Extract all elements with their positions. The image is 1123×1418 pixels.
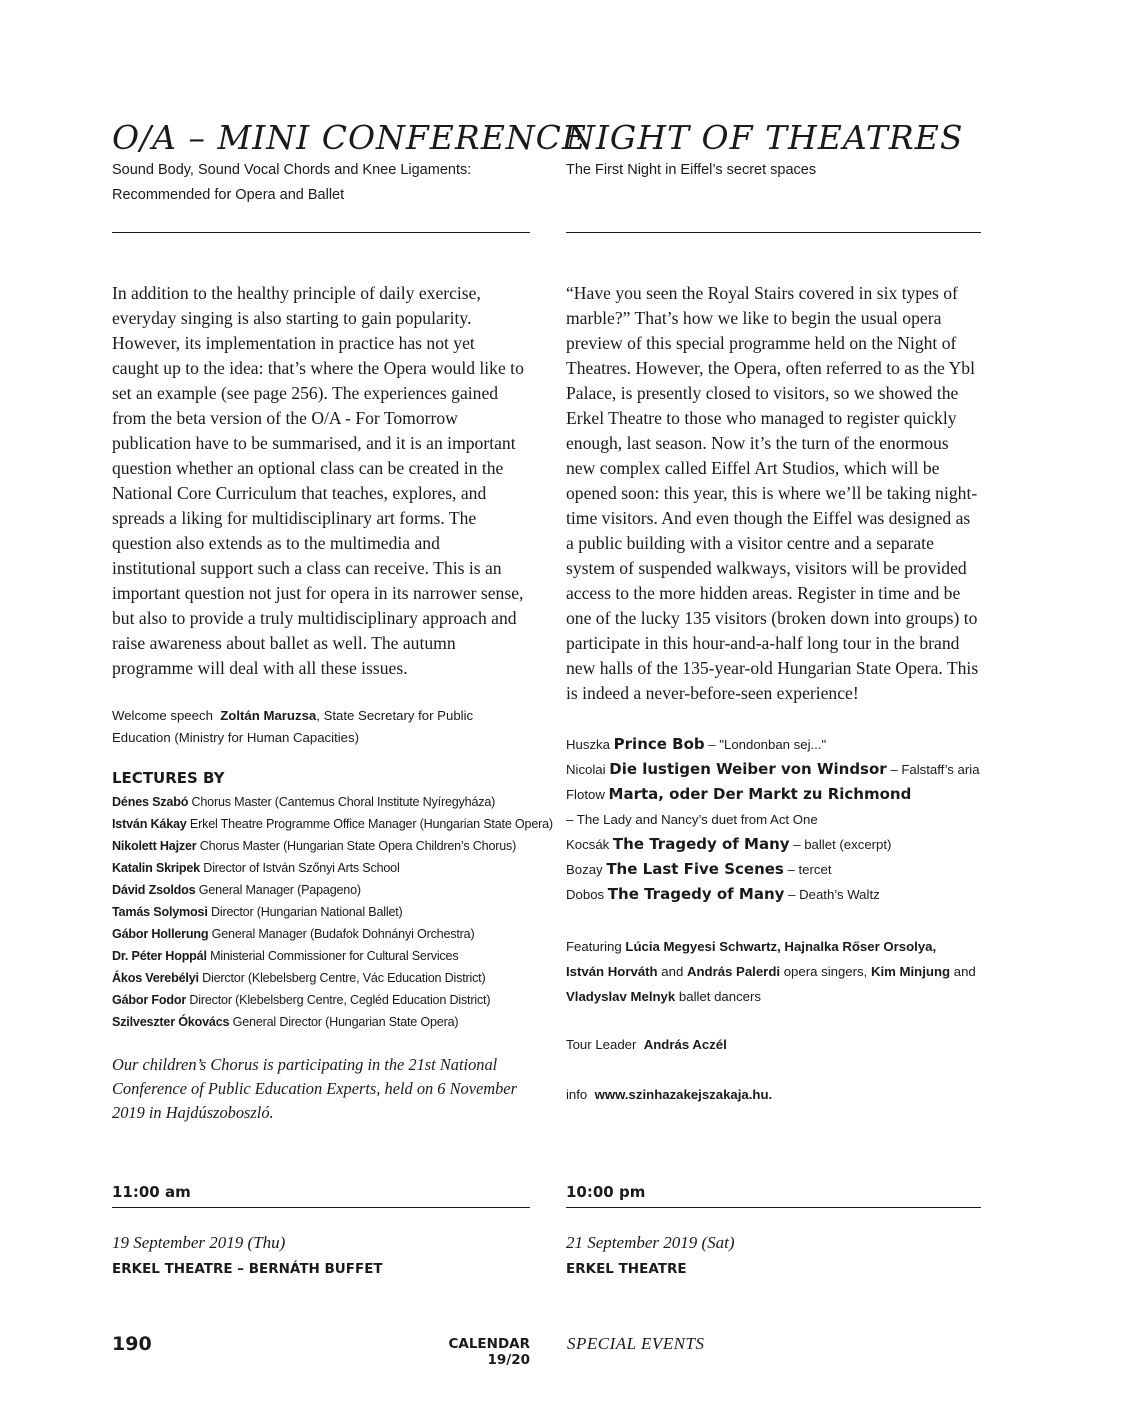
tour-leader-label: Tour Leader xyxy=(566,1037,637,1052)
program-work: Die lustigen Weiber von Windsor xyxy=(609,760,887,778)
info-line xyxy=(566,1084,772,1106)
right-event-time: 10:00 pm xyxy=(566,1183,646,1201)
lecturer-name: István Kákay xyxy=(112,817,187,831)
right-event-title: NIGHT OF THEATRES xyxy=(566,118,964,157)
lecturer-name: Tamás Solymosi xyxy=(112,905,208,919)
lecturer-name: Szilveszter Ókovács xyxy=(112,1015,230,1029)
left-event-subtitle: Sound Body, Sound Vocal Chords and Knee Ligaments: Recommended for Opera and Ballet xyxy=(112,162,472,203)
tour-leader-name: András Aczél xyxy=(643,1037,727,1052)
featuring-credits xyxy=(566,934,981,1009)
featuring-dancer-1: Kim Minjung xyxy=(870,964,951,979)
lecturer-role: Director of István Szőnyi Arts School xyxy=(200,861,400,875)
lecturer-name: Katalin Skripek xyxy=(112,861,200,875)
left-event-venue: ERKEL THEATRE – BERNÁTH BUFFET xyxy=(112,1261,383,1277)
lecturer-item xyxy=(112,1011,553,1033)
lecturer-role: Dierctor (Klebelsberg Centre, Vác Education District) xyxy=(198,971,486,985)
lecturer-role: Ministerial Commissioner for Cultural Services xyxy=(206,949,459,963)
program-composer: Flotow xyxy=(566,787,605,802)
program-detail: – The Lady and Nancy’s duet from Act One xyxy=(566,812,818,827)
program-item xyxy=(566,857,980,882)
program-item xyxy=(566,757,980,782)
featuring-dancer-2: Vladyslav Melnyk xyxy=(566,989,676,1004)
right-body-text: “Have you seen the Royal Stairs covered in six types of marble?” That’s how we like to begin the usual opera preview of this special programme held on the Night of Theatres. However, the Opera, often referred to as the Ybl Palace, is presently closed to visitors, so we showed the Erkel Theatre to those who managed to register quickly enough, last season. Now it’s the turn of the enormous new complex called Eiffel Art Studios, which will be opened soon: this year, this is where we’ll be taking night-time visitors. And even though the Eiffel was designed as a public building with a visitor centre and a separate system of suspended walkways, visitors will be provided access to the more hidden areas. Register in time and be one of the lucky 135 visitors (broken down into groups) to participate in this hour-and-a-half long tour in the brand new halls of the 135-year-old Hungarian State Opera. This is indeed a never-before-seen experience! xyxy=(566,283,979,703)
right-event-date: 21 September 2019 (Sat) xyxy=(566,1233,735,1252)
left-event-time: 11:00 am xyxy=(112,1183,191,1201)
program-item xyxy=(566,732,980,757)
program-work: The Last Five Scenes xyxy=(606,860,784,878)
program-detail: – Falstaff’s aria xyxy=(886,762,980,777)
program-composer: Nicolai xyxy=(566,762,606,777)
lecturer-item xyxy=(112,835,553,857)
chorus-note: Our children’s Chorus is participating in the 21st National Conference of Public Education Experts, held on 6 November 2019 in Hajdúszoboszló. xyxy=(112,1055,517,1122)
lectures-heading: LECTURES BY xyxy=(112,769,225,787)
program-composer: Dobos xyxy=(566,887,605,902)
program-item xyxy=(566,782,980,807)
left-event-date: 19 September 2019 (Thu) xyxy=(112,1233,286,1252)
info-link[interactable]: www.szinhazakejszakaja.hu. xyxy=(594,1087,773,1102)
lecturer-name: Nikolett Hajzer xyxy=(112,839,197,853)
welcome-label: Welcome speech xyxy=(112,708,213,723)
lecturer-name: Dávid Zsoldos xyxy=(112,883,196,897)
program-composer: Kocsák xyxy=(566,837,610,852)
lecturer-name: Gábor Hollerung xyxy=(112,927,209,941)
welcome-speech xyxy=(112,705,530,749)
program-detail: – "Londonban sej..." xyxy=(704,737,827,752)
lecturer-item xyxy=(112,945,553,967)
right-title-divider xyxy=(566,232,981,233)
featuring-and-text: and xyxy=(657,964,687,979)
featuring-role-singers: opera singers, xyxy=(780,964,871,979)
program-detail: – Death’s Waltz xyxy=(784,887,880,902)
lecturer-role: Erkel Theatre Programme Office Manager (Hungarian State Opera) xyxy=(186,817,553,831)
lecturer-role: Chorus Master (Cantemus Choral Institute Nyíregyháza) xyxy=(188,795,496,809)
lecturer-list xyxy=(112,791,553,1033)
lecturer-name: Ákos Verebélyi xyxy=(112,971,199,985)
program-work: The Tragedy of Many xyxy=(607,885,785,903)
program-detail: – tercet xyxy=(783,862,832,877)
lecturer-item xyxy=(112,813,553,835)
lecturer-role: Director (Klebelsberg Centre, Cegléd Education District) xyxy=(186,993,491,1007)
featuring-singer-4: András Palerdi xyxy=(686,964,781,979)
lecturer-item xyxy=(112,901,553,923)
lecturer-item xyxy=(112,923,553,945)
right-event-venue: ERKEL THEATRE xyxy=(566,1261,687,1277)
footer-section-label: SPECIAL EVENTS xyxy=(567,1334,705,1353)
page-number: 190 xyxy=(112,1333,152,1355)
footer-calendar-label: CALENDAR 19/20 xyxy=(448,1336,530,1368)
lecturer-name: Gábor Fodor xyxy=(112,993,187,1007)
right-time-divider xyxy=(566,1207,981,1208)
program-item xyxy=(566,882,980,907)
lecturer-item xyxy=(112,879,553,901)
program-composer: Huszka xyxy=(566,737,610,752)
program-composer: Bozay xyxy=(566,862,603,877)
welcome-speaker-name: Zoltán Maruzsa xyxy=(220,708,317,723)
program-item xyxy=(566,832,980,857)
welcome-speaker-role: , State Secretary for Public Education (Ministry for Human Capacities) xyxy=(112,708,474,745)
program-list xyxy=(566,732,980,907)
lecturer-role: General Director (Hungarian State Opera) xyxy=(229,1015,459,1029)
lecturer-item xyxy=(112,967,553,989)
lecturer-item xyxy=(112,857,553,879)
program-detail: – ballet (excerpt) xyxy=(789,837,892,852)
featuring-singers-1: Lúcia Megyesi Schwartz, Hajnalka Rőser Orsolya, xyxy=(625,939,937,954)
lecturer-role: Chorus Master (Hungarian State Opera Children’s Chorus) xyxy=(196,839,517,853)
tour-leader xyxy=(566,1034,727,1056)
lecturer-role: General Manager (Papageno) xyxy=(195,883,361,897)
featuring-label: Featuring xyxy=(566,939,622,954)
info-label: info xyxy=(566,1087,588,1102)
right-event-subtitle: The First Night in Eiffel’s secret spaces xyxy=(566,162,817,178)
lecturer-item xyxy=(112,791,553,813)
featuring-role-dancers: ballet dancers xyxy=(675,989,762,1004)
left-time-divider xyxy=(112,1207,530,1208)
lecturer-item xyxy=(112,989,553,1011)
lecturer-role: General Manager (Budafok Dohnányi Orchestra) xyxy=(208,927,475,941)
left-event-title: O/A – MINI CONFERENCE xyxy=(112,118,588,157)
program-work: The Tragedy of Many xyxy=(612,835,790,853)
featuring-and-text: and xyxy=(950,964,976,979)
program-work: Marta, oder Der Markt zu Richmond xyxy=(608,785,912,803)
lecturer-name: Dénes Szabó xyxy=(112,795,189,809)
lecturer-name: Dr. Péter Hoppál xyxy=(112,949,207,963)
featuring-singer-3: István Horváth xyxy=(566,964,658,979)
left-body-text: In addition to the healthy principle of daily exercise, everyday singing is also starting to gain popularity. However, its implementation in practice has not yet caught up to the idea: that’s where the Opera would like to set an example (see page 256). The experiences gained from the beta version of the O/A - For Tomorrow publication have to be summarised, and it is an important question whether an optional class can be created in the National Core Curriculum that teaches, explores, and spreads a liking for multidisciplinary art forms. The question also extends as to the multimedia and institutional support such a class can receive. This is an important question not just for opera in its narrower sense, but also to provide a truly multidisciplinary approach and raise awareness about ballet as well. The autumn programme will deal with all these issues. xyxy=(112,283,524,678)
program-item xyxy=(566,807,980,832)
lecturer-role: Director (Hungarian National Ballet) xyxy=(207,905,403,919)
left-title-divider xyxy=(112,232,530,233)
program-work: Prince Bob xyxy=(613,735,705,753)
